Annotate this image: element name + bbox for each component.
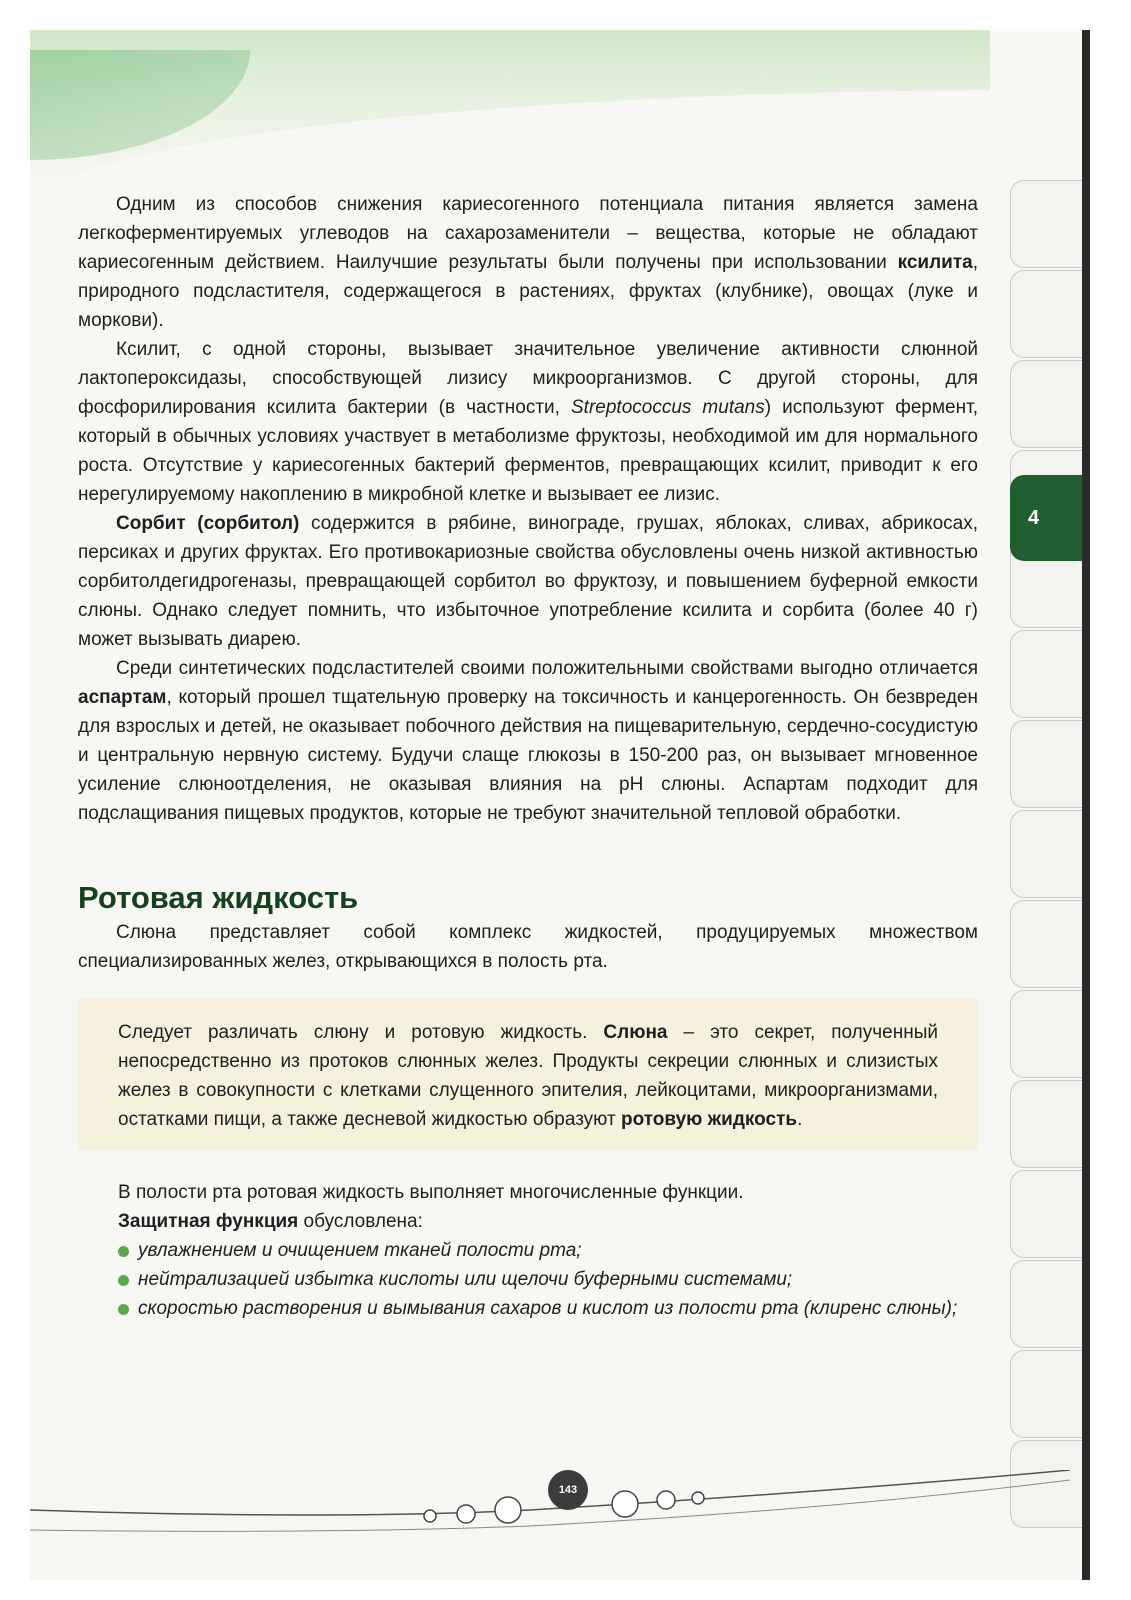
side-tab <box>1010 270 1090 358</box>
side-tabs <box>1010 180 1090 1530</box>
section-intro: Слюна представляет собой комплекс жидкостей, продуцируемых множеством специализированных желез, открывающихся в полость рта. <box>78 922 978 972</box>
side-tab <box>1010 360 1090 448</box>
functions-block <box>78 1178 978 1323</box>
book-page <box>30 30 1090 1580</box>
side-tab <box>1010 1260 1090 1348</box>
side-tab <box>1010 900 1090 988</box>
paragraph-xylitol-action: Ксилит, с одной стороны, вызывает значительное увеличение активности слюнной лактопероксидазы, способствующей лизису микроорганизмов. С другой стороны, для фосфорилирования ксилита бактерии (в частности, Streptococcus mutans) используют фермент, который в обычных условиях участвует в метаболизме фруктозы, необходимой им для нормального роста. Отсутствие у кариесогенных бактерий ферментов, превращающих ксилит, приводит к его нерегулируемому накоплению в микробной клетке и вызывает ее лизис. <box>78 339 978 505</box>
side-tab <box>1010 1080 1090 1168</box>
section-heading: Ротовая жидкость <box>78 880 359 915</box>
protective-bullets <box>78 1236 978 1323</box>
side-tab <box>1010 1170 1090 1258</box>
page-number: 143 <box>548 1470 588 1510</box>
paragraph-aspartame: Среди синтетических подсластителей своими положительными свойствами выгодно отличается аспартам, который прошел тщательную проверку на токсичность и канцерогенность. Он безвреден для взрослых и детей, не оказывает побочного действия на пищеварительную, сердечно-сосудистую и центральную нервную систему. Будучи слаще глюкозы в 150-200 раз, он вызывает мгновенное усиление слюноотделения, не оказывая влияния на pH слюны. Аспартам подходит для подслащивания пищевых продуктов, которые не требуют значительной тепловой обработки. <box>78 658 978 824</box>
list-item: увлажнением и очищением тканей полости рта; <box>118 1236 978 1265</box>
paragraph-sorbitol: Сорбит (сорбитол) содержится в рябине, винограде, грушах, яблоках, сливах, абрикосах, персиках и других фруктах. Его противокариозные свойства обусловлены очень низкой активностью сорбитолдегидрогеназы, превращающей сорбитол во фруктозу, и повышением буферной емкости слюны. Однако следует помнить, что избыточное употребление ксилита и сорбита (более 40 г) может вызывать диарею. <box>78 513 978 650</box>
chapter-number: 4 <box>1028 506 1040 529</box>
side-tab <box>1010 720 1090 808</box>
side-tab <box>1010 990 1090 1078</box>
side-tab <box>1010 1350 1090 1438</box>
page-content <box>78 190 978 1323</box>
side-tab <box>1010 180 1090 268</box>
side-tab <box>1010 810 1090 898</box>
functions-intro: В полости рта ротовая жидкость выполняет многочисленные функции. <box>118 1182 744 1203</box>
protective-function-line: Защитная функция обусловлена: <box>118 1211 423 1232</box>
list-item: нейтрализацией избытка кислоты или щелочи буферными системами; <box>118 1265 978 1294</box>
list-item: скоростью растворения и вымывания сахаров и кислот из полости рта (клиренс слюны); <box>118 1294 978 1323</box>
chapter-tab[interactable] <box>1010 475 1090 561</box>
paragraph-xylitol-intro: Одним из способов снижения кариесогенного потенциала питания является замена легкоферментируемых углеводов на сахарозаменители – вещества, которые не обладают кариесогенным действием. Наилучшие результаты были получены при использовании ксилита, природного подсластителя, содержащегося в растениях, фруктах (клубнике), овощах (луке и моркови). <box>78 194 978 331</box>
page-binding-edge <box>1082 30 1090 1580</box>
definition-callout <box>78 998 978 1150</box>
side-tab <box>1010 630 1090 718</box>
callout-text: Следует различать слюну и ротовую жидкость. Слюна – это секрет, полученный непосредственно из протоков слюнных желез. Продукты секреции слюнных и слизистых желез в совокупности с клетками слущенного эпителия, лейкоцитами, микроорганизмами, остатками пищи, а также десневой жидкостью образуют ротовую жидкость. <box>118 1022 938 1130</box>
